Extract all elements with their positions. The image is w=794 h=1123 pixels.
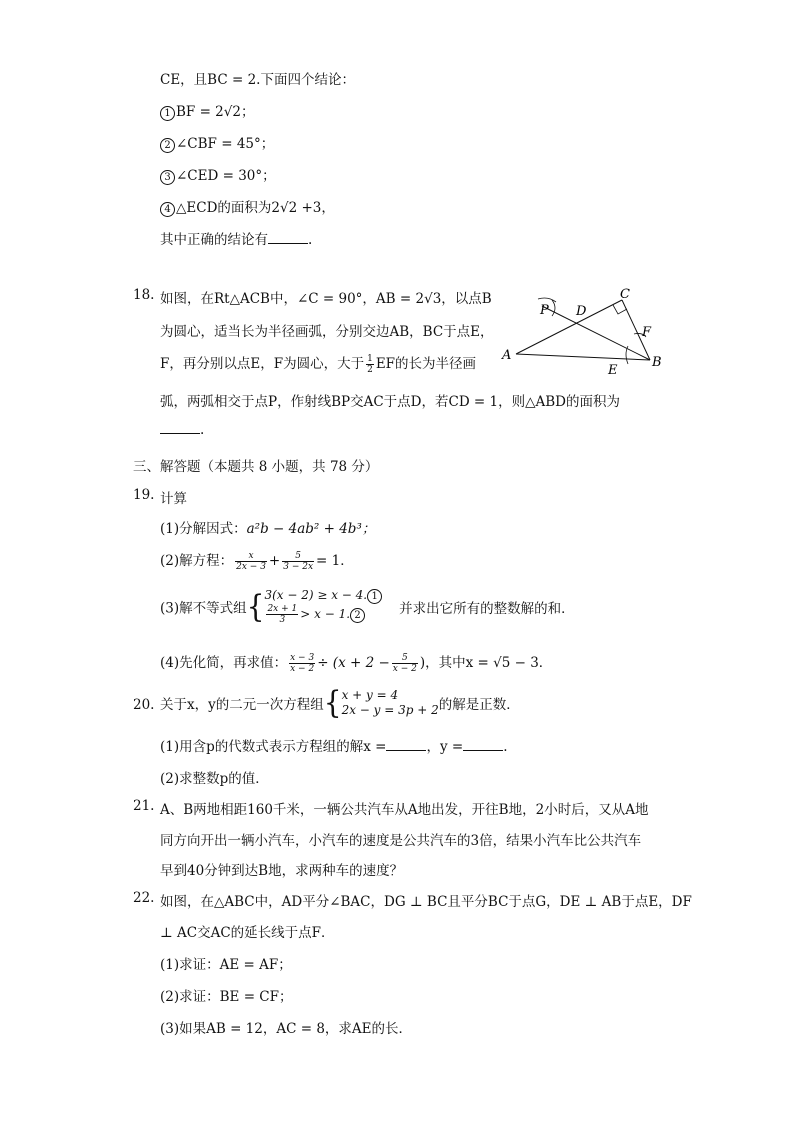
circled-3-icon: 3 [160,170,175,185]
p22-q1: (1)求证：AE = AF； [160,957,292,973]
answer-blank-y [463,749,503,751]
p20-line-1: 关于x，y的二元一次方程组{ x + y = 4 2x − y = 3p + 2 的解是正数． [160,684,520,721]
inequality-system: 3(x − 2) ≥ x − 4. 1 $\frac{2x + 1}{3}$ > x − 1. 2 [264,588,383,625]
label-D: D [576,304,587,319]
label-A: A [502,348,512,363]
p22-q3: (3)如果AB = 12，AC = 8，求AE的长． [160,1021,413,1037]
circled-1-icon: 1 [160,106,175,121]
p18-number: 18. [133,287,155,303]
circled-2-icon: 2 [160,138,175,153]
p18-line-1: 如图，在Rt△ACB中，∠C = 90°，AB = 2√3，以点B [160,291,492,307]
segment-AB [516,354,650,360]
p22-line-1: 如图，在△ABC中，AD平分∠BAC，DG ⊥ BC且平分BC于点G，DE ⊥ AB于点E，DF [160,894,692,910]
p18-line-3: F，再分别以点E，F为圆心，大于 $\frac{1}{2}$ EF的长为半径画 [160,354,477,375]
label-C: C [620,287,630,302]
p18-line-4: 弧，两弧相交于点P，作射线BP交AC于点D，若CD = 1，则△ABD的面积为 [160,394,621,410]
segment-AC [516,300,622,354]
p22-number: 22. [133,890,155,906]
p19-q2: (2)解方程： $\frac{x}{2x - 3}$ + $\frac{5}{3 - 2x}$ = 1． [160,551,354,572]
p17-conclusion-1: 1 BF = 2√2； [160,100,254,121]
p17-question: 其中正确的结论有 . [160,232,313,248]
answer-blank-x [386,749,426,751]
p21-line-2: 同方向开出一辆小汽车，小汽车的速度是公共汽车的3倍，结果小汽车比公共汽车 [160,833,642,849]
p21-line-1: A、B两地相距160千米，一辆公共汽车从A地出发，开往B地，2小时后，又从A地 [160,802,649,818]
p20-q2: (2)求整数p的值． [160,771,269,787]
brace-icon: { [323,684,342,721]
p17-conclusion-2: 2 ∠CBF = 45°； [160,132,274,153]
label-B: B [652,355,662,370]
p21-number: 21. [133,798,155,814]
p19-number: 19. [133,487,155,503]
label-E: E [608,363,618,377]
fraction: $\frac{5}{3 - 2x}$ [283,551,314,572]
p22-q2: (2)求证：BE = CF； [160,989,293,1005]
p19-q3: (3)解不等式组{ 3(x − 2) ≥ x − 4. 1 $\frac{2x + 1}{3}$ > x − 1. 2 并求出它所有的整数解的和． [160,587,575,625]
equation-system: x + y = 4 2x − y = 3p + 2 [341,688,439,717]
fraction: $\frac{x - 3}{x - 2}$ [290,653,315,674]
p18-line-2: 为圆心，适当长为半径画弧，分别交边AB，BC于点E， [160,324,494,340]
p17-conclusion-3: 3 ∠CED = 30°； [160,164,276,185]
answer-blank [160,432,200,434]
brace-icon: { [246,587,265,625]
p21-line-3: 早到40分钟到达B地，求两种车的速度？ [160,863,404,879]
section-header: 三、解答题（本题共 8 小题，共 78 分） [133,459,379,475]
fraction: $\frac{5}{x - 2}$ [392,653,417,674]
arc-from-E [552,300,555,316]
p18-triangle-figure [500,282,670,377]
p17-continuation: CE，且BC = 2.下面四个结论： [160,72,355,88]
label-F: F [642,325,652,340]
p19-q4: (4)先化简，再求值： $\frac{x - 3}{x - 2}$ ÷ (x + 2 − $\frac{5}{x - 2}$ )，其中x = √5 − 3． [160,653,553,674]
answer-blank [268,242,308,244]
p19-title: 计算 [160,491,187,507]
p20-q1: (1)用含p的代数式表示方程组的解x = ，y = . [160,739,508,755]
circled-4-icon: 4 [160,202,175,217]
p22-line-2: ⊥ AC交AC的延长线于点F． [160,925,335,941]
p18-line-5: . [160,422,204,438]
fraction: $\frac{2x + 1}{3}$ [267,604,298,625]
fraction: $\frac{x}{2x - 3}$ [236,551,266,572]
circled-1-icon: 1 [367,589,382,604]
label-P: P [540,303,549,318]
p20-number: 20. [133,697,155,713]
fraction-half: $\frac{1}{2}$ [367,354,373,375]
p17-conclusion-4: 4 △ECD的面积为2√2 +3， [160,196,335,217]
circled-2-icon: 2 [350,608,365,623]
p19-q1: (1)分解因式：a²b − 4ab² + 4b³； [160,521,376,537]
